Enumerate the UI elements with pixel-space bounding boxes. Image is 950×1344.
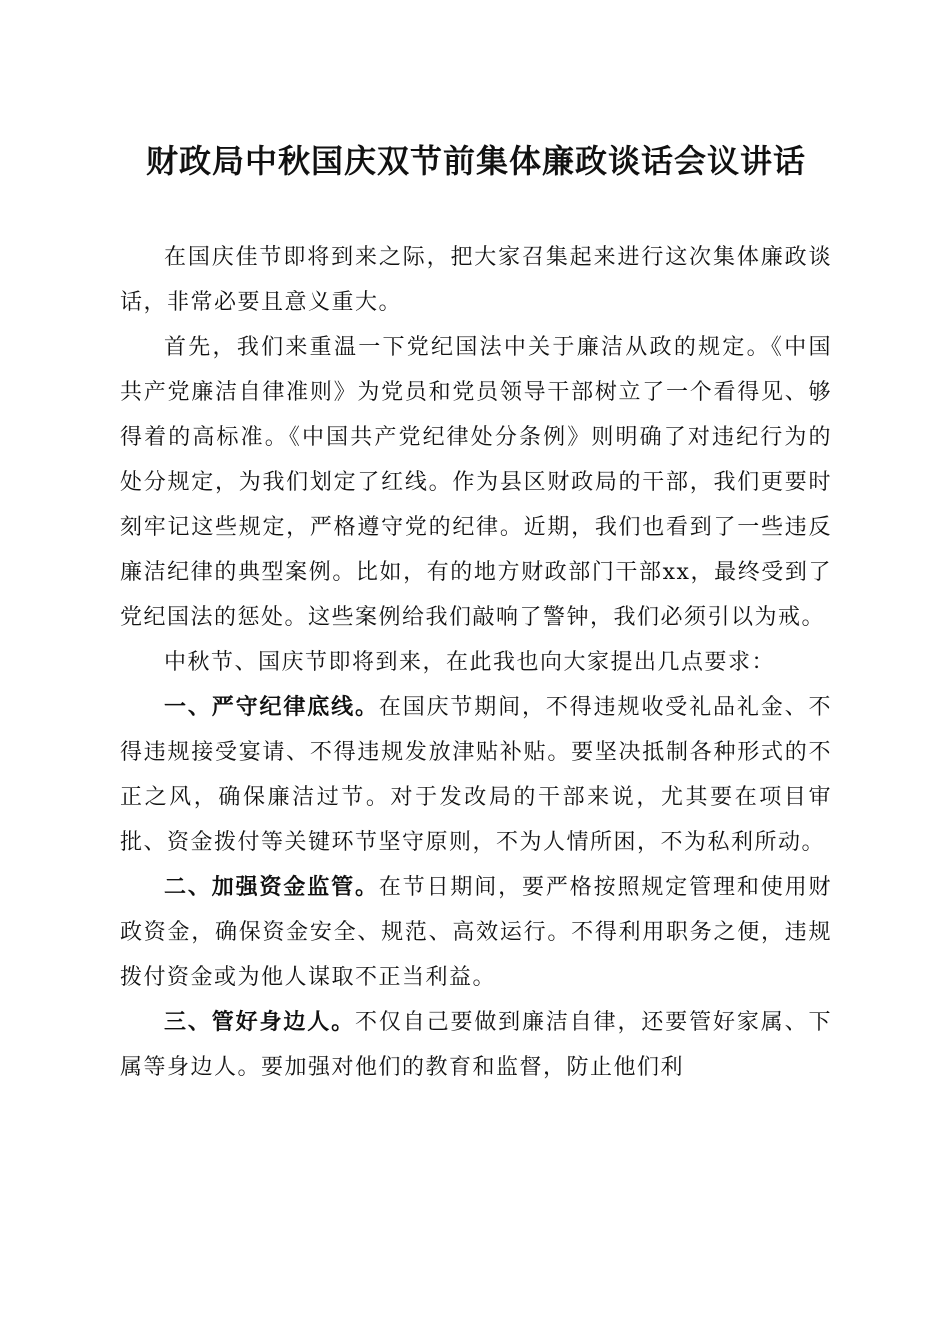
paragraph-intro bbox=[120, 235, 832, 325]
paragraph-requirement-3 bbox=[120, 1000, 832, 1090]
paragraph-requirements-intro bbox=[120, 640, 832, 685]
paragraph-text: 首先，我们来重温一下党纪国法中关于廉洁从政的规定。《中国共产党廉洁自律准则》为党员和党员领导干部树立了一个看得见、够得着的高标准。《中国共产党纪律处分条例》则明确了对违纪行为的处分规定，为我们划定了红线。作为县区财政局的干部，我们更要时刻牢记这些规定，严格遵守党的纪律。近期，我们也看到了一些违反廉洁纪律的典型案例。比如，有的地方财政部门干部xx，最终受到了党纪国法的惩处。这些案例给我们敲响了警钟，我们必须引以为戒。 bbox=[120, 335, 832, 630]
paragraph-text: 在国庆节期间，不得违规收受礼品礼金、不得违规接受宴请、不得违规发放津贴补贴。要坚决抵制各种形式的不正之风，确保廉洁过节。对于发改局的干部来说，尤其要在项目审批、资金拨付等关键环节坚守原则，不为人情所困，不为私利所动。 bbox=[120, 695, 832, 855]
paragraph-text: 在节日期间，要严格按照规定管理和使用财政资金，确保资金安全、规范、高效运行。不得利用职务之便，违规拨付资金或为他人谋取不正当利益。 bbox=[120, 875, 832, 990]
paragraph-requirement-2 bbox=[120, 865, 832, 1000]
requirement-heading: 一、严守纪律底线。 bbox=[164, 695, 379, 720]
paragraph-text: 中秋节、国庆节即将到来，在此我也向大家提出几点要求： bbox=[164, 650, 776, 675]
requirement-heading: 二、加强资金监管。 bbox=[164, 875, 379, 900]
document-title: 财政局中秋国庆双节前集体廉政谈话会议讲话 bbox=[145, 142, 806, 180]
paragraph-regulations bbox=[120, 325, 832, 640]
paragraph-requirement-1 bbox=[120, 685, 832, 865]
paragraph-text: 在国庆佳节即将到来之际，把大家召集起来进行这次集体廉政谈话，非常必要且意义重大。 bbox=[120, 245, 832, 315]
paragraph-text: 不仅自己要做到廉洁自律，还要管好家属、下属等身边人。要加强对他们的教育和监督，防止他们利 bbox=[120, 1010, 832, 1080]
requirement-heading: 三、管好身边人。 bbox=[164, 1010, 355, 1035]
